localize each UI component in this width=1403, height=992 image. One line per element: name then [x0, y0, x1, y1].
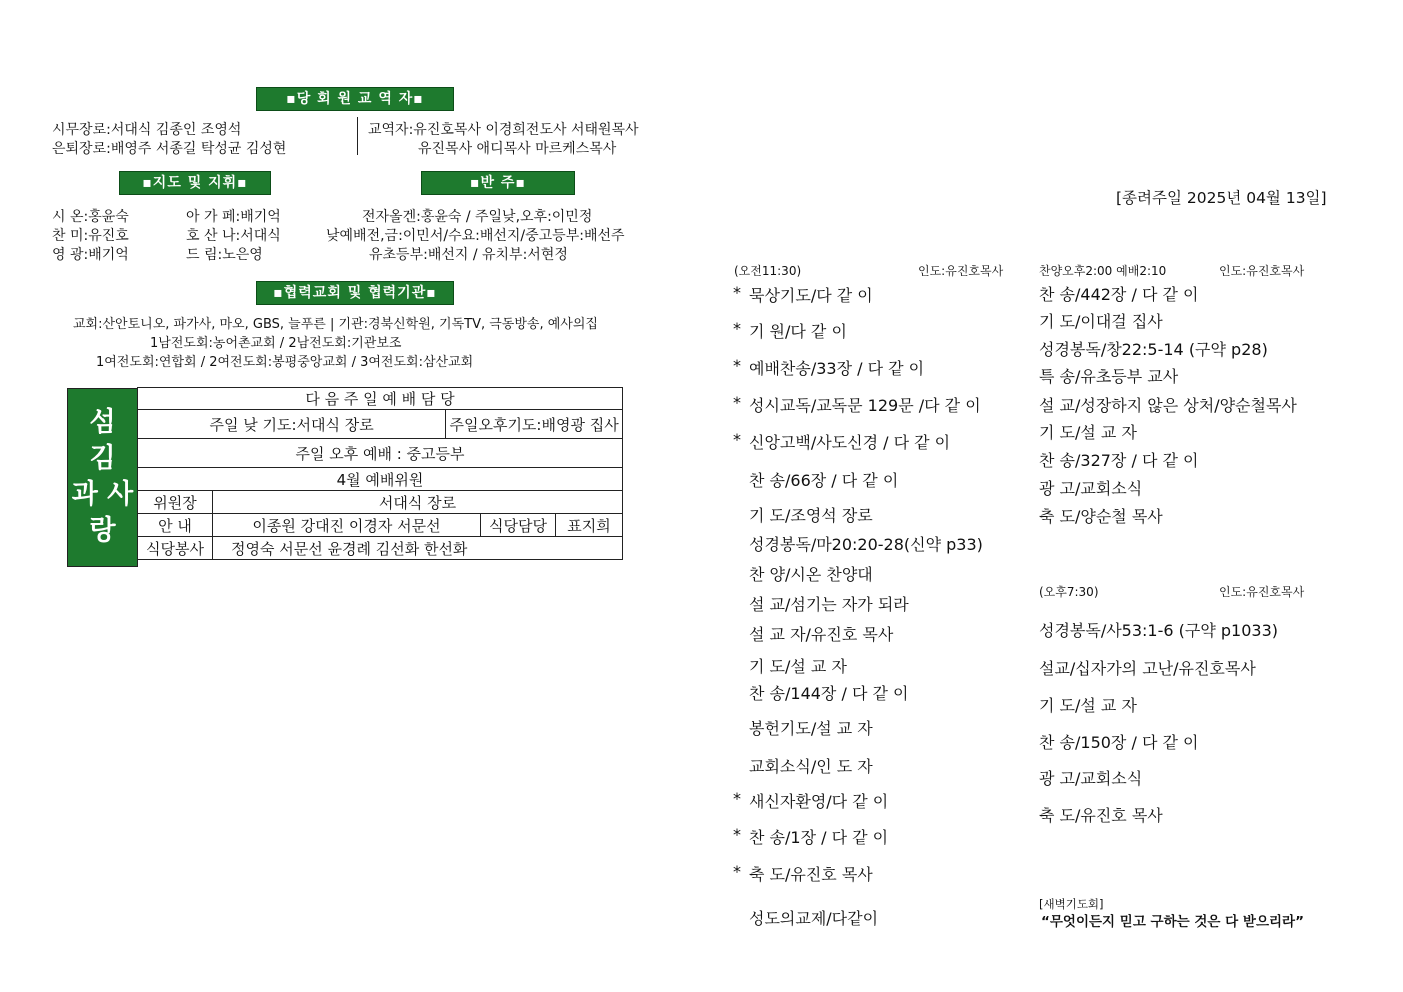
pm-service-duty: 주일 오후 예배 : 중고등부 [138, 439, 623, 468]
elders-line: 시무장로:서대식 김종인 조영석 [52, 122, 242, 138]
retired-elders-line: 은퇴장로:배영주 서종길 탁성균 김성현 [52, 141, 287, 157]
am-service-time: (오전11:30) [734, 264, 802, 278]
am-item: 찬 송/1장 / 다 같 이 [749, 828, 889, 847]
side-char-3: 과 사 [71, 479, 134, 510]
am-item-star: * [733, 789, 741, 808]
am-item: 신앙고백/사도신경 / 다 같 이 [749, 433, 951, 452]
council-divider [357, 117, 358, 155]
pm-service-leader: 인도:유진호목사 [1219, 264, 1305, 278]
guide-glory: 영 광:배기억 [52, 247, 129, 263]
pm-item: 찬 송/327장 / 다 같 이 [1039, 451, 1199, 470]
am-item: 찬 양/시온 찬양대 [749, 565, 873, 584]
pm-item: 설 교/성장하지 않은 상처/양순철목사 [1039, 396, 1297, 415]
guide-zion: 시 온:홍윤숙 [52, 209, 129, 225]
pm-item: 기 도/설 교 자 [1039, 423, 1137, 442]
am-item: 성도의교제/다같이 [749, 909, 879, 928]
accompanist-line-1: 전자올겐:홍윤숙 / 주일낮,오후:이민정 [362, 209, 593, 225]
evening-service-leader: 인도:유진호목사 [1219, 585, 1305, 599]
guide-banner: ▪지도 및 지휘▪ [119, 171, 271, 195]
am-item: 예배찬송/33장 / 다 같 이 [749, 359, 925, 378]
prayer-pm: 주일오후기도:배영광 집사 [446, 410, 623, 439]
pm-item: 축 도/양순철 목사 [1039, 507, 1163, 526]
usher-label: 안 내 [138, 514, 213, 537]
evening-item: 광 고/교회소식 [1039, 769, 1143, 788]
am-item: 기 도/설 교 자 [749, 657, 847, 676]
guide-hosanna: 호 산 나:서대식 [186, 228, 281, 244]
am-item: 교회소식/인 도 자 [749, 757, 873, 776]
duty-title: 다 음 주 일 예 배 담 당 [138, 388, 623, 410]
evening-item: 축 도/유진호 목사 [1039, 806, 1163, 825]
am-item: 기 원/다 같 이 [749, 322, 847, 341]
evening-service-time: (오후7:30) [1039, 585, 1099, 599]
accompanist-line-3: 유초등부:배선지 / 유치부:서현정 [369, 247, 568, 263]
am-service-leader: 인도:유진호목사 [918, 264, 1004, 278]
chair-label: 위원장 [138, 491, 213, 514]
am-item-star: * [733, 825, 741, 844]
guide-agape: 아 가 페:배기억 [186, 209, 281, 225]
prayer-am: 주일 낮 기도:서대식 장로 [138, 410, 446, 439]
pm-service-time: 찬양오후2:00 예배2:10 [1039, 264, 1167, 278]
ministers-line: 교역자:유진호목사 이경희전도사 서태원목사 [368, 122, 639, 138]
committee-title: 4월 예배위원 [138, 468, 623, 491]
dawn-prayer-label: [새벽기도회] [1039, 897, 1104, 911]
date-label: [종려주일 2025년 04월 13일] [1116, 189, 1327, 207]
guide-offering: 드 림:노은영 [186, 247, 263, 263]
am-item-star: * [733, 393, 741, 412]
am-item: 찬 송/66장 / 다 같 이 [749, 471, 899, 490]
guide-praise: 찬 미:유진호 [52, 228, 129, 244]
am-item: 설 교 자/유진호 목사 [749, 625, 894, 644]
am-item: 성경봉독/마20:20-28(신약 p33) [749, 535, 983, 554]
am-item: 찬 송/144장 / 다 같 이 [749, 684, 909, 703]
am-item: 기 도/조영석 장로 [749, 506, 873, 525]
evening-item: 성경봉독/사53:1-6 (구약 p1033) [1039, 621, 1278, 640]
side-char-2: 김 [89, 443, 116, 474]
partners-line-3: 1여전도회:연합회 / 2여전도회:봉평중앙교회 / 3여전도회:삼산교회 [96, 355, 474, 370]
partners-line-1: 교회:산안토니오, 파가사, 마오, GBS, 늘푸른 | 기관:경북신학원, 기독TV, 극동방송, 예사의집 [73, 317, 598, 332]
accompanist-banner: ▪반 주▪ [421, 171, 575, 195]
accompanist-line-2: 낮예배전,금:이민서/수요:배선지/중고등부:배선주 [326, 228, 625, 244]
kitchen-label: 식당봉사 [138, 537, 213, 560]
evening-item: 기 도/설 교 자 [1039, 696, 1137, 715]
council-banner: ▪당 회 원 교 역 자▪ [256, 87, 454, 111]
pm-item: 기 도/이대걸 집사 [1039, 312, 1163, 331]
partners-banner: ▪협력교회 및 협력기관▪ [256, 281, 454, 305]
kitchen-value: 정영숙 서문선 윤경례 김선화 한선화 [213, 537, 623, 560]
am-item: 성시교독/교독문 129문 /다 같 이 [749, 396, 981, 415]
pm-item: 성경봉독/창22:5-14 (구약 p28) [1039, 340, 1268, 359]
am-item-star: * [733, 319, 741, 338]
am-item-star: * [733, 430, 741, 449]
partners-line-2: 1남전도회:농어촌교회 / 2남전도회:기관보조 [150, 336, 402, 351]
am-item: 봉헌기도/설 교 자 [749, 719, 873, 738]
am-item: 묵상기도/다 같 이 [749, 286, 873, 305]
ministers-line-2: 유진목사 애디목사 마르케스목사 [418, 141, 617, 157]
evening-item: 찬 송/150장 / 다 같 이 [1039, 733, 1199, 752]
dining-value: 표지희 [556, 514, 623, 537]
evening-item: 설교/십자가의 고난/유진호목사 [1039, 659, 1256, 678]
ushers-value: 이종원 강대진 이경자 서문선 [213, 514, 481, 537]
am-item: 축 도/유진호 목사 [749, 865, 873, 884]
dawn-verse: “무엇이든지 믿고 구하는 것은 다 받으리라” [1041, 914, 1304, 930]
side-char-1: 섬 [89, 407, 116, 438]
am-item-star: * [733, 862, 741, 881]
am-item: 설 교/섬기는 자가 되라 [749, 595, 909, 614]
pm-item: 광 고/교회소식 [1039, 479, 1143, 498]
am-item-star: * [733, 283, 741, 302]
duty-table [137, 387, 623, 560]
pm-item: 특 송/유초등부 교사 [1039, 367, 1179, 386]
dining-label: 식당담당 [481, 514, 556, 537]
pm-item: 찬 송/442장 / 다 같 이 [1039, 285, 1199, 304]
chair-value: 서대식 장로 [213, 491, 623, 514]
am-item-star: * [733, 356, 741, 375]
am-item: 새신자환영/다 같 이 [749, 792, 889, 811]
serve-and-love-block [67, 388, 138, 567]
side-char-4: 랑 [89, 515, 116, 546]
